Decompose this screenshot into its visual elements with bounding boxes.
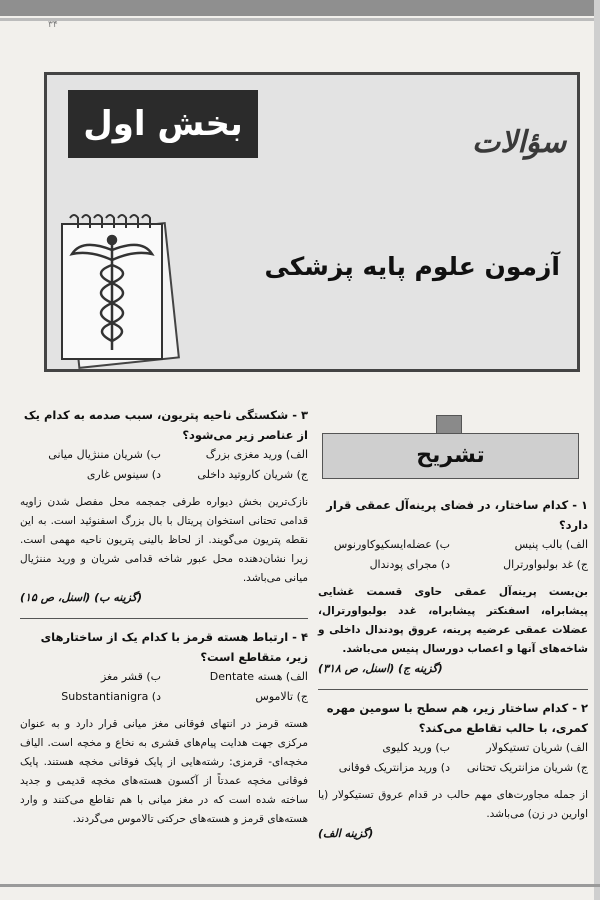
right-column — [318, 415, 588, 844]
option: ب) عضله‌ایسکیوکاورنوس — [333, 538, 450, 551]
question-2-options — [318, 738, 588, 778]
option: د) سینوس غاری — [86, 468, 161, 481]
section-title-block — [68, 90, 258, 158]
question-3: ۳ - شکستگی ناحیه پتریون، سبب صدمه به کدام یک از عناصر زیر می‌شود؟ — [23, 408, 308, 442]
question-1-options — [318, 535, 588, 575]
question-4-options — [20, 667, 308, 707]
page-spine-shadow — [594, 0, 600, 900]
question-4: ۴ - ارتباط هسته قرمز با کدام یک از ساختارهای زیر، متقاطع است؟ — [40, 630, 308, 664]
question-2-explanation: از جمله مجاورت‌های مهم حالب در قدام عروق تستیکولار (یا اوارین در زن) می‌باشد. — [318, 789, 588, 820]
option: الف) ورید مغزی بزرگ — [205, 448, 308, 461]
option: د) مجرای پودندال — [369, 558, 450, 571]
subject-heading: تشریح — [322, 433, 579, 479]
question-4-explanation: هسته قرمز در انتهای فوقانی مغز میانی قرار دارد و به عنوان مرکزی جهت هدایت پیام‌های قشری به نخاع و مخچه است. الیاف مخچه‌ای- قرمزی: رشته‌هایی از پایک فوقانی مخچه هستند. پایک فوقانی مخچه عمدتاً از آکسون هسته‌های مخچه قدیمی و جدید ساخته شده است که در مغز میانی با هم تقاطع می‌کنند و وارد هسته‌های قرمز و هسته‌های حرکتی تالاموس می‌گردند. — [20, 718, 308, 825]
divider — [20, 618, 308, 619]
caduceus-notepad-icon — [52, 210, 192, 370]
subject-heading-box — [318, 415, 588, 485]
option: ج) غد بولبواورترال — [503, 558, 588, 571]
question-2-answer: (گزینه الف) — [318, 827, 374, 840]
option: ب) شریان مننژیال میانی — [48, 448, 161, 461]
top-band — [0, 0, 600, 16]
exam-title: آزمون علوم پایه پزشکی — [264, 252, 560, 281]
bottom-rule — [0, 884, 600, 887]
question-3-options — [20, 445, 308, 485]
question-1-answer: (گزینه ج) (اسنل، ص ۳۱۸) — [318, 662, 443, 675]
option: ج) شریان مزانتریک تحتانی — [466, 761, 588, 774]
option: الف) هسته Dentate — [209, 670, 308, 683]
option: ب) قشر مغز — [100, 670, 161, 683]
section-title: بخش اول — [83, 104, 243, 144]
option: الف) بالب پنیس — [514, 538, 588, 551]
question-1: ۱ - کدام ساختار، در فضای پرینه‌آل عمقی قرار دارد؟ — [326, 498, 588, 532]
option: د) ورید مزانتریک فوقانی — [338, 761, 450, 774]
option: ج) شریان کاروتید داخلی — [197, 468, 308, 481]
option: د) Substantianigra — [61, 690, 161, 703]
top-band-thin — [0, 18, 600, 21]
divider — [318, 689, 588, 690]
question-1-explanation: بن‌بست پرینه‌آل عمقی حاوی قسمت غشایی پیشابراه، اسفنکتر پیشابراه، غدد بولبواورترال، عضلات عمقی عرضیه پرینه، عروق پودندال داخلی و شاخه‌های آنها و اعصاب دورسال پنیس می‌باشد. — [318, 586, 588, 655]
question-3-answer: (گزینه ب) (اسنل، ص ۱۵) — [20, 591, 142, 604]
option: الف) شریان تستیکولار — [486, 741, 588, 754]
question-2: ۲ - کدام ساختار زیر، هم سطح با سومین مهره کمری، با حالب تقاطع می‌کند؟ — [326, 701, 588, 735]
option: ج) تالاموس — [255, 690, 308, 703]
page-number: ۳۴ — [48, 20, 58, 30]
questions-label: سؤالات — [472, 125, 567, 160]
option: ب) ورید کلیوی — [382, 741, 450, 754]
left-column — [20, 405, 308, 829]
question-3-explanation: نازک‌ترین بخش دیواره طرفی جمجمه محل مفصل شدن زاویه قدامی تحتانی استخوان پریتال با بال بزرگ اسفنوئید است. به این نقطه پتریون می‌گویند. از لحاظ بالینی پتریون ناحیه مهمی است. زیرا نشان‌دهنده محل عبور شاخه قدامی شریان و ورید مننژیال میانی می‌باشد. — [20, 496, 308, 584]
